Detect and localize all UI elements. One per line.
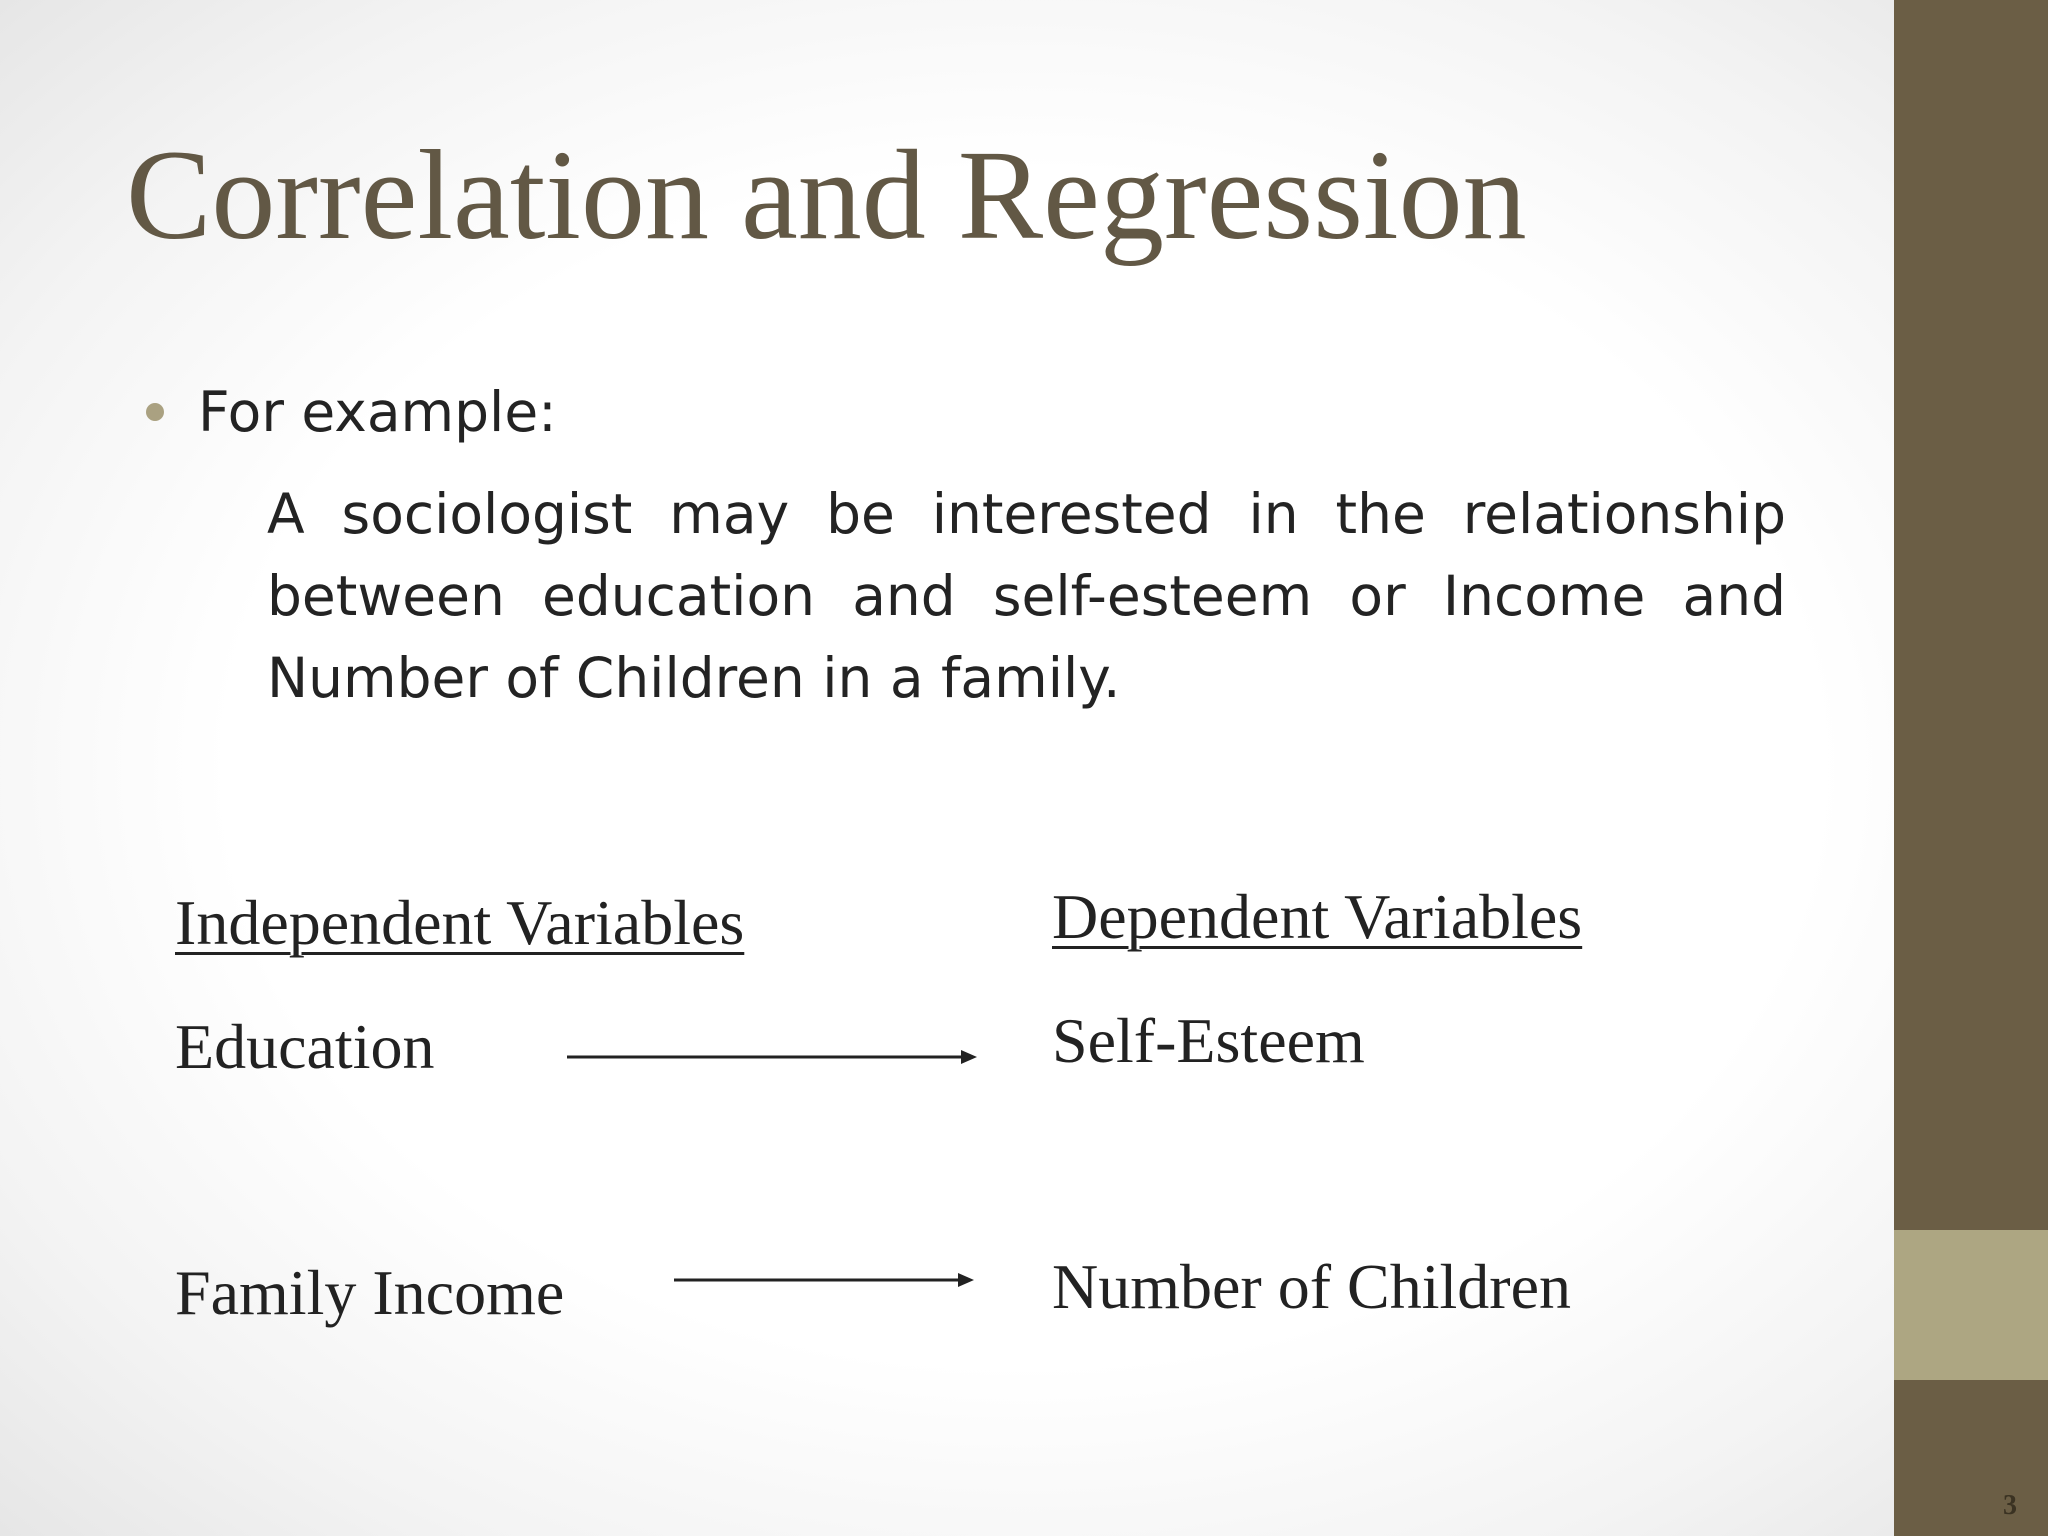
dependent-variable-label: Number of Children — [1052, 1251, 1571, 1322]
arrow-right-icon — [672, 1268, 982, 1292]
independent-variables-header: Independent Variables — [175, 887, 745, 958]
dependent-variable-label: Self-Esteem — [1052, 1005, 1365, 1076]
arrow-right-icon — [565, 1045, 985, 1069]
independent-variable-label: Family Income — [175, 1257, 565, 1328]
slide-number: 3 — [2003, 1490, 2017, 1521]
example-paragraph: A sociologist may be interested in the relationship between education and self-esteem or Income and Number of Children in a family. — [267, 482, 1786, 710]
dependent-variables-header: Dependent Variables — [1052, 881, 1583, 952]
slide-title: Correlation and Regression — [126, 124, 1527, 266]
bullet-dot-icon — [146, 403, 164, 421]
bullet-text: For example: — [198, 380, 557, 444]
independent-variable-label: Education — [175, 1011, 435, 1082]
bullet-item — [146, 380, 557, 444]
side-bar-accent — [1894, 1230, 2048, 1380]
